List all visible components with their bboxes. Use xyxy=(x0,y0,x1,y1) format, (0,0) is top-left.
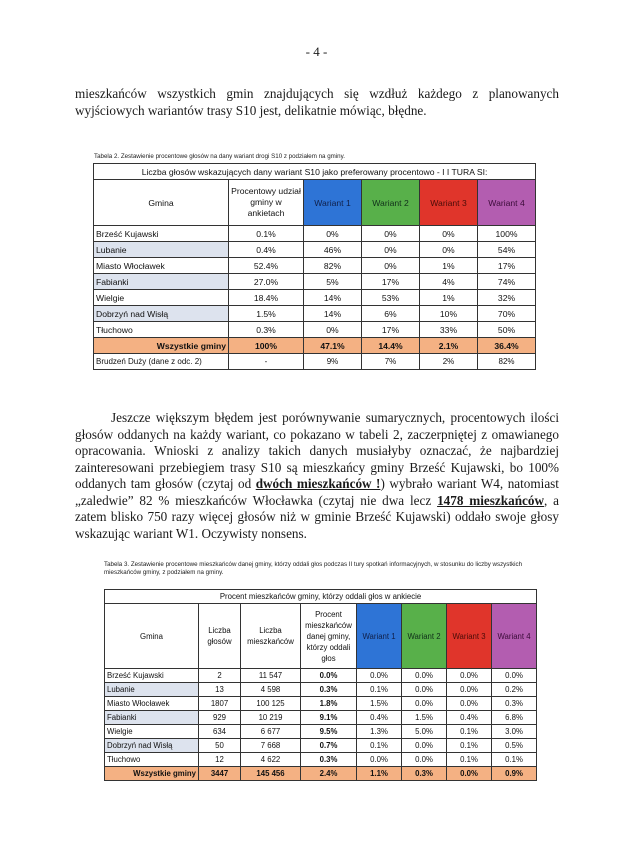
table2-header-wariant1: Wariant 1 xyxy=(304,180,362,226)
table-cell: 0% xyxy=(304,322,362,338)
table-cell: 6 677 xyxy=(241,725,301,739)
table-cell: 1.5% xyxy=(402,711,447,725)
table-cell: Tłuchowo xyxy=(105,753,199,767)
table-cell: 1.3% xyxy=(357,725,402,739)
table-cell: 0% xyxy=(362,242,420,258)
table-cell: 1% xyxy=(420,258,478,274)
table-cell: 52.4% xyxy=(229,258,304,274)
table2-header-wariant2: Wariant 2 xyxy=(362,180,420,226)
table-cell: 7% xyxy=(362,354,420,370)
table-cell: 0.0% xyxy=(447,683,492,697)
table-cell: Lubanie xyxy=(94,242,229,258)
table2-caption: Tabela 2. Zestawienie procentowe głosów na dany wariant drogi S10 z podziałem na gminy. xyxy=(94,153,345,160)
table-row xyxy=(94,290,536,306)
table-cell: 36.4% xyxy=(478,338,536,354)
table-cell: 0.1% xyxy=(447,739,492,753)
table-cell: Wszystkie gminy xyxy=(105,767,199,781)
table-cell: 0% xyxy=(362,226,420,242)
table-cell: 0.7% xyxy=(301,739,357,753)
table-row xyxy=(94,322,536,338)
table-cell: 10 219 xyxy=(241,711,301,725)
table-row xyxy=(105,739,537,753)
table-row xyxy=(105,669,537,683)
table-cell: 0.5% xyxy=(492,739,537,753)
table-cell: 1% xyxy=(420,290,478,306)
table-cell: Wielgie xyxy=(105,725,199,739)
table-cell: Miasto Włocławek xyxy=(94,258,229,274)
table-cell: 1.5% xyxy=(229,306,304,322)
table-cell: 46% xyxy=(304,242,362,258)
table-cell: Miasto Włocławek xyxy=(105,697,199,711)
table-cell: 3.0% xyxy=(492,725,537,739)
table-cell: 0.2% xyxy=(492,683,537,697)
table-cell: Dobrzyń nad Wisłą xyxy=(94,306,229,322)
table-cell: 1807 xyxy=(199,697,241,711)
table-cell: Lubanie xyxy=(105,683,199,697)
table-cell: 0.0% xyxy=(402,697,447,711)
table-cell: 82% xyxy=(304,258,362,274)
table-cell: 0.1% xyxy=(447,725,492,739)
table-cell: 6% xyxy=(362,306,420,322)
table-cell: 12 xyxy=(199,753,241,767)
table-row xyxy=(105,711,537,725)
table-row xyxy=(105,683,537,697)
table-cell: 0% xyxy=(420,226,478,242)
table-cell: 2.4% xyxy=(301,767,357,781)
table-cell: 17% xyxy=(362,274,420,290)
table-row xyxy=(94,258,536,274)
table-cell: 0.1% xyxy=(229,226,304,242)
table-cell: 0.3% xyxy=(301,683,357,697)
table-cell: 5% xyxy=(304,274,362,290)
table3-super-header: Procent mieszkańców gminy, którzy oddali głos w ankiecie xyxy=(105,590,537,604)
table-cell: 0.3% xyxy=(492,697,537,711)
table-cell: Brudzeń Duży (dane z odc. 2) xyxy=(94,354,229,370)
table-cell: 145 456 xyxy=(241,767,301,781)
table-cell: 47.1% xyxy=(304,338,362,354)
table-cell: 0.4% xyxy=(357,711,402,725)
table-cell: Brześć Kujawski xyxy=(105,669,199,683)
table-cell: 9% xyxy=(304,354,362,370)
table-cell: 0% xyxy=(420,242,478,258)
table-cell: 100% xyxy=(229,338,304,354)
table-cell: 17% xyxy=(478,258,536,274)
table-3 xyxy=(104,589,537,781)
table-summary-row xyxy=(105,767,537,781)
table-cell: Wszystkie gminy xyxy=(94,338,229,354)
table-cell: 0.0% xyxy=(357,669,402,683)
table-cell: 634 xyxy=(199,725,241,739)
table-cell: 2.1% xyxy=(420,338,478,354)
table-row xyxy=(94,306,536,322)
table-cell: 0% xyxy=(362,258,420,274)
table-row xyxy=(105,697,537,711)
table-cell: 1.5% xyxy=(357,697,402,711)
table-2 xyxy=(93,163,536,370)
paragraph-2-text: , a zatem blisko 750 razy więcej głosów niż w gminie Brześć Kujawski) oddało swoje głosy wskazując wariant W1. Oczywisty nonsens. xyxy=(75,492,559,541)
table-cell: Dobrzyń nad Wisłą xyxy=(105,739,199,753)
table3-header-liczba-mieszkancow: Liczba mieszkańców xyxy=(241,604,301,669)
table-cell: 2% xyxy=(420,354,478,370)
table-cell: 0.4% xyxy=(229,242,304,258)
table-cell: 14% xyxy=(304,290,362,306)
table-row xyxy=(105,725,537,739)
table-cell: 0.1% xyxy=(447,753,492,767)
table-cell: 0.3% xyxy=(402,767,447,781)
table-cell: 100 125 xyxy=(241,697,301,711)
table-cell: 17% xyxy=(362,322,420,338)
table-cell: Fabianki xyxy=(94,274,229,290)
table-cell: 50% xyxy=(478,322,536,338)
table-cell: 7 668 xyxy=(241,739,301,753)
table-cell: 9.5% xyxy=(301,725,357,739)
table-cell: 0.3% xyxy=(301,753,357,767)
table-cell: 1.1% xyxy=(357,767,402,781)
table-footer-row xyxy=(94,354,536,370)
table-cell: 2 xyxy=(199,669,241,683)
table3-header-wariant2: Wariant 2 xyxy=(402,604,447,669)
table-cell: 0.1% xyxy=(357,739,402,753)
underlined-phrase: 1478 mieszkańców xyxy=(437,492,544,508)
table-cell: 70% xyxy=(478,306,536,322)
paragraph-1: mieszkańców wszystkich gmin znajdujących się wzdłuż każdego z planowanych wyjściowych wariantów trasy S10 jest, delikatnie mówiąc, błędne. xyxy=(75,86,559,118)
table-cell: 13 xyxy=(199,683,241,697)
table-cell: 32% xyxy=(478,290,536,306)
table-cell: Fabianki xyxy=(105,711,199,725)
table-cell: 0.0% xyxy=(447,669,492,683)
table-cell: 929 xyxy=(199,711,241,725)
table-cell: 0.3% xyxy=(229,322,304,338)
table-cell: 6.8% xyxy=(492,711,537,725)
table-cell: 18.4% xyxy=(229,290,304,306)
table-row xyxy=(94,242,536,258)
paragraph-2 xyxy=(75,410,559,542)
underlined-phrase: dwóch mieszkańców ! xyxy=(255,476,381,491)
table-cell: 0.0% xyxy=(402,669,447,683)
table-cell: 0.9% xyxy=(492,767,537,781)
table2-header-udzial: Procentowy udział gminy w ankietach xyxy=(229,180,304,226)
table-cell: 4% xyxy=(420,274,478,290)
table-cell: 0.0% xyxy=(402,753,447,767)
table-cell: 53% xyxy=(362,290,420,306)
table-cell: 54% xyxy=(478,242,536,258)
table-cell: 0.0% xyxy=(301,669,357,683)
table-cell: 9.1% xyxy=(301,711,357,725)
table-cell: 0.0% xyxy=(447,767,492,781)
table-cell: 3447 xyxy=(199,767,241,781)
table-cell: Tłuchowo xyxy=(94,322,229,338)
table2-header-gmina: Gmina xyxy=(94,180,229,226)
table-cell: 74% xyxy=(478,274,536,290)
table-cell: 82% xyxy=(478,354,536,370)
table-cell: 0.1% xyxy=(492,753,537,767)
table-cell: 0% xyxy=(304,226,362,242)
table-cell: 4 622 xyxy=(241,753,301,767)
table3-header-gmina: Gmina xyxy=(105,604,199,669)
table-cell: - xyxy=(229,354,304,370)
table-cell: 50 xyxy=(199,739,241,753)
table-cell: Brześć Kujawski xyxy=(94,226,229,242)
table-cell: 0.0% xyxy=(357,753,402,767)
table2-header-wariant3: Wariant 3 xyxy=(420,180,478,226)
table-cell: 1.8% xyxy=(301,697,357,711)
table-cell: 0.4% xyxy=(447,711,492,725)
table-cell: 27.0% xyxy=(229,274,304,290)
table3-header-procent: Procent mieszkańców danej gminy, którzy oddali głos xyxy=(301,604,357,669)
table-cell: 0.0% xyxy=(402,683,447,697)
table-cell: 33% xyxy=(420,322,478,338)
table-cell: 11 547 xyxy=(241,669,301,683)
table3-header-wariant3: Wariant 3 xyxy=(447,604,492,669)
table-cell: 0.0% xyxy=(447,697,492,711)
table-cell: 0.0% xyxy=(492,669,537,683)
table-summary-row xyxy=(94,338,536,354)
paragraph-2-text: ) wybrało wariant W4, natomiast „zaledwie” 82 % mieszkańców Włocławka (czytaj nie dwa lecz xyxy=(75,476,559,508)
table-cell: Wielgie xyxy=(94,290,229,306)
table-row xyxy=(94,226,536,242)
table-cell: 14.4% xyxy=(362,338,420,354)
table-cell: 5.0% xyxy=(402,725,447,739)
table3-caption: Tabela 3. Zestawienie procentowe mieszkańców danej gminy, którzy oddali głos podczas II tury spotkań informacyjnych, w stosunku do liczby wszystkich mieszkańców gminy, z podziałem na gminy. xyxy=(104,561,523,576)
table3-header-wariant4: Wariant 4 xyxy=(492,604,537,669)
page-number: - 4 - xyxy=(305,44,328,59)
table-cell: 10% xyxy=(420,306,478,322)
table2-super-header: Liczba głosów wskazujących dany wariant S10 jako preferowany procentowo - I I TURA SI: xyxy=(94,164,536,180)
table3-header-liczba-glosow: Liczba głosów xyxy=(199,604,241,669)
table-cell: 14% xyxy=(304,306,362,322)
table-row xyxy=(94,274,536,290)
table-cell: 0.0% xyxy=(402,739,447,753)
paragraph-2-text: Jeszcze większym błędem jest porównywanie sumarycznych, procentowych ilości głosów oddanych na każdy wariant, co pokazano w tabeli 2, zaczerpniętej z omawianego opracowania. Wnioski z analizy takich danych musiałyby oznaczać, że najbardziej zainteresowani przebiegiem trasy S10 są mieszkańcy gminy Brześć Kujawski, bo 100% oddanych tam głosów (czytaj od xyxy=(75,410,559,491)
table-cell: 0.1% xyxy=(357,683,402,697)
table3-header-wariant1: Wariant 1 xyxy=(357,604,402,669)
table2-header-wariant4: Wariant 4 xyxy=(478,180,536,226)
table-row xyxy=(105,753,537,767)
table-cell: 100% xyxy=(478,226,536,242)
table-cell: 4 598 xyxy=(241,683,301,697)
